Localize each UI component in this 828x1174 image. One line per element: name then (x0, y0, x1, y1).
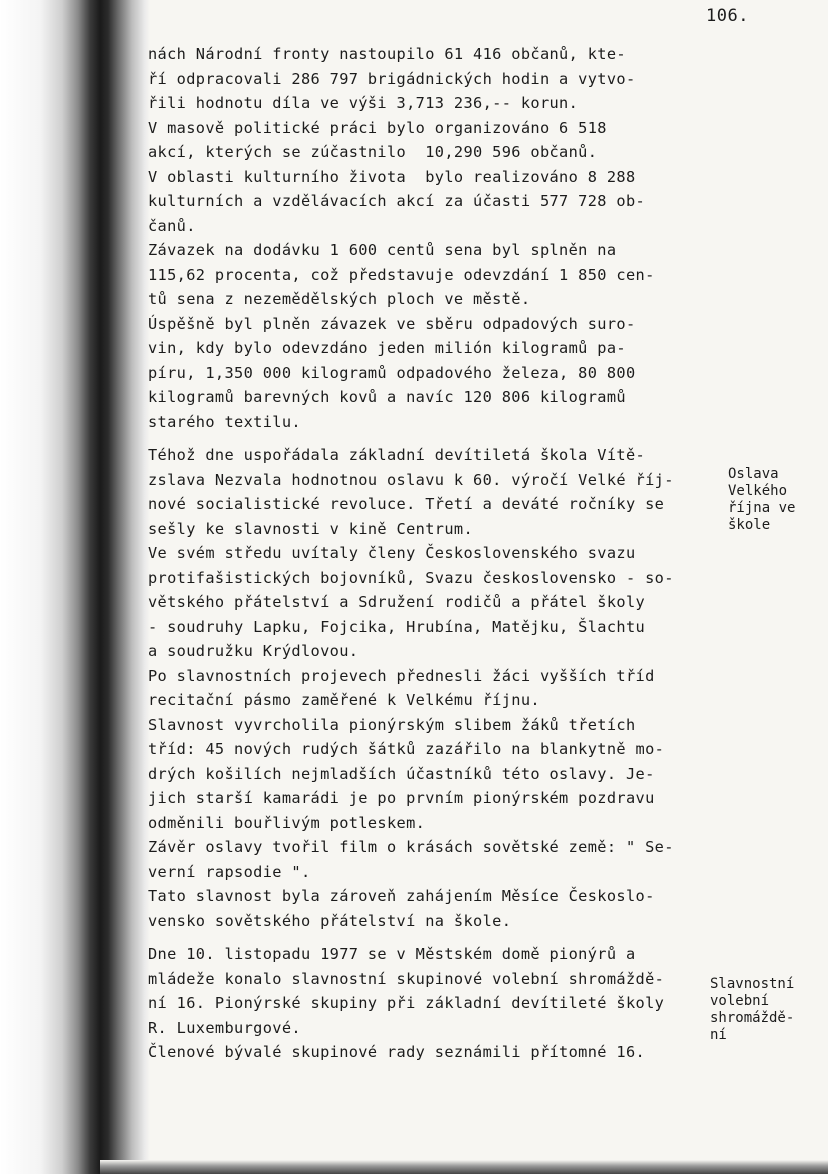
text-line: Dne 10. listopadu 1977 se v Městském domě pionýrů a (148, 945, 636, 963)
text-line: sešly ke slavnosti v kině Centrum. (148, 519, 474, 538)
text-line: Závěr oslavy tvořil film o krásách sovětské země: " Se- (148, 838, 674, 856)
text-line: - soudruhy Lapku, Fojcika, Hrubína, Matějku, Šlachtu (148, 617, 646, 636)
margin-note-october-celebration (728, 466, 795, 534)
paragraph-3 (148, 942, 718, 1065)
margin-note-line: října ve (728, 500, 796, 516)
page-bottom-edge (100, 1160, 828, 1174)
text-line: větského přátelství a Sdružení rodičů a přátel školy (148, 593, 646, 611)
text-line: protifašistických bojovníků, Svazu československo - so- (148, 568, 674, 587)
margin-note-line: volební (710, 993, 770, 1009)
text-line: V masově politické práci bylo organizováno 6 518 (148, 118, 607, 137)
text-line: starého textilu. (148, 412, 301, 431)
text-line: Slavnost vyvrcholila pionýrským slibem žáků třetích (148, 715, 636, 734)
text-line: kilogramů barevných kovů a navíc 120 806 kilogramů (148, 388, 626, 406)
text-line: ní 16. Pionýrské skupiny při základní devítileté školy (148, 994, 665, 1012)
text-line: vin, kdy bylo odevzdáno jeden milión kilogramů pa- (148, 339, 626, 357)
text-line: Po slavnostních projevech přednesli žáci vyšších tříd (148, 666, 655, 685)
text-line: drých košilích nejmladších účastníků této oslavy. Je- (148, 764, 655, 783)
text-line: tříd: 45 nových rudých šátků zazářilo na blankytně mo- (148, 740, 665, 758)
text-line: vensko sovětského přátelství na škole. (148, 911, 512, 930)
text-line: tů sena z nezemědělských ploch ve městě. (148, 290, 531, 308)
text-line: Téhož dne uspořádala základní devítiletá škola Vítě- (148, 446, 646, 464)
text-line: R. Luxemburgové. (148, 1018, 301, 1037)
text-line: Úspěšně byl plněn závazek ve sběru odpadových suro- (148, 314, 636, 333)
text-line: Členové bývalé skupinové rady seznámili přítomné 16. (148, 1043, 646, 1061)
text-line: kulturních a vzdělávacích akcí za účasti 577 728 ob- (148, 192, 646, 210)
paragraph-2 (148, 443, 718, 933)
text-line: akcí, kterých se zúčastnilo 10,290 596 občanů. (148, 143, 598, 161)
margin-note-line: Oslava (728, 466, 779, 482)
text-line: ří odpracovali 286 797 brigádnických hodin a vytvo- (148, 69, 636, 88)
margin-note-line: ní (710, 1027, 727, 1043)
text-line: nách Národní fronty nastoupilo 61 416 občanů, kte- (148, 45, 626, 63)
text-line: V oblasti kulturního života bylo realizováno 8 288 (148, 167, 636, 186)
body-text (148, 42, 718, 1065)
text-line: píru, 1,350 000 kilogramů odpadového železa, 80 800 (148, 363, 636, 382)
text-line: mládeže konalo slavnostní skupinové volební shromáždě- (148, 969, 665, 988)
text-line: nové socialistické revoluce. Třetí a deváté ročníky se (148, 495, 665, 513)
margin-note-line: Velkého (728, 483, 788, 499)
text-line: verní rapsodie ". (148, 862, 311, 881)
book-binding-shadow (0, 0, 150, 1174)
text-line: Závazek na dodávku 1 600 centů sena byl splněn na (148, 241, 617, 259)
text-line: recitační pásmo zaměřené k Velkému říjnu. (148, 691, 540, 709)
text-line: řili hodnotu díla ve výši 3,713 236,-- korun. (148, 94, 579, 112)
text-line: čanů. (148, 216, 196, 235)
text-line: odměnili bouřlivým potleskem. (148, 813, 426, 832)
margin-note-line: shromáždě- (710, 1010, 795, 1026)
margin-note-election-meeting (710, 976, 794, 1044)
paragraph-1 (148, 42, 718, 434)
margin-note-line: Slavnostní (710, 976, 795, 992)
margin-note-line: škole (728, 517, 771, 533)
text-line: Tato slavnost byla zároveň zahájením Měsíce Českoslo- (148, 887, 655, 905)
text-line: Ve svém středu uvítaly členy Československého svazu (148, 544, 636, 562)
page-number: 106. (706, 6, 749, 26)
text-line: zslava Nezvala hodnotnou oslavu k 60. výročí Velké říj- (148, 470, 674, 489)
text-line: 115,62 procenta, což představuje odevzdání 1 850 cen- (148, 265, 655, 284)
text-line: jich starší kamarádi je po prvním pionýrském pozdravu (148, 789, 655, 807)
text-line: a soudružku Krýdlovou. (148, 642, 359, 660)
